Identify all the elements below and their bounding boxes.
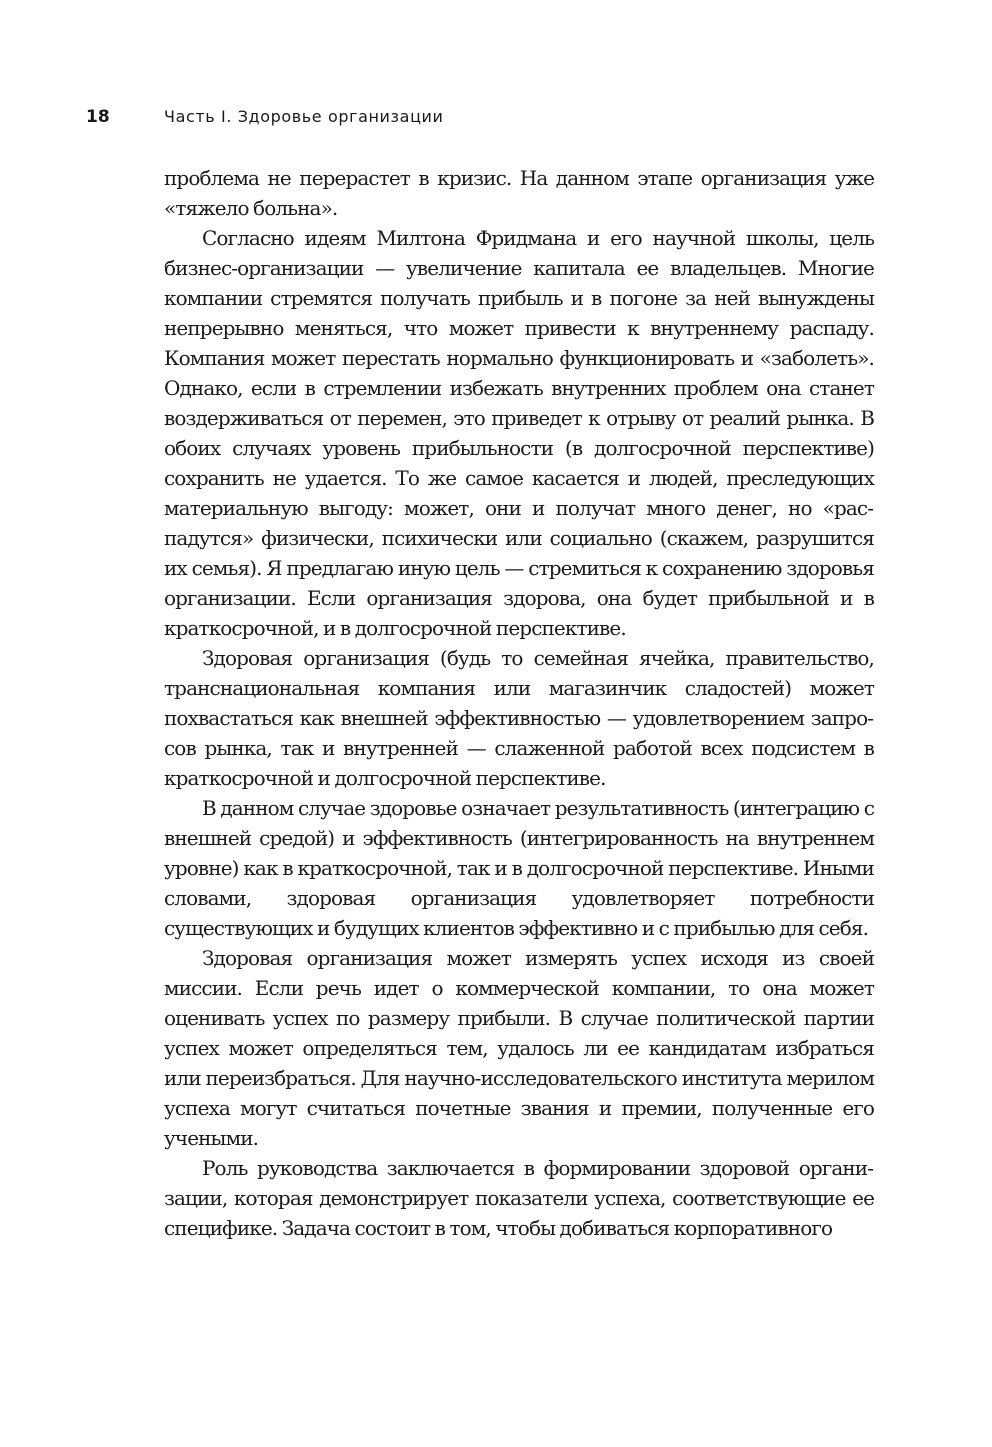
running-head: Часть I. Здоровье организации	[164, 107, 444, 126]
page-header	[86, 104, 886, 130]
paragraph: Согласно идеям Милтона Фридмана и его научной школы, цель бизнес-организации — увеличение капитала ее владельцев. Многие компании стремятся получать прибыль и в погоне за ней вынуждены непрерывно меняться, что может привести к внутреннему распаду. Компания может перестать нормально функционировать и «заболеть». Однако, если в стремлении избежать внутренних проблем она станет воздерживаться от перемен, это приведет к отрыву от реалий рынка. В обоих случаях уровень прибыльности (в долгосрочной перспективе) сохранить не удается. То же самое касается и людей, преследующих материальную выгоду: может, они и получат много денег, но «распадутся» физически, психически или социально (скажем, разрушится их семья). Я предлагаю иную цель — стремиться к сохранению здоровья организации. Если организация здорова, она будет прибыльной и в краткосрочной, и в долгосрочной перспективе.	[164, 226, 874, 640]
body-text	[164, 163, 874, 1243]
paragraph: Роль руководства заключается в формировании здоровой организации, которая демонстрирует показатели успеха, соответствующие ее специфике. Задача состоит в том, чтобы добиваться корпоративного	[164, 1156, 874, 1240]
paragraph: В данном случае здоровье означает результативность (интеграцию с внешней средой) и эффективность (интегрированность на внутреннем уровне) как в краткосрочной, так и в долгосрочной перспективе. Иными словами, здоровая организация удовлетворяет потребности существующих и будущих клиентов эффективно и с прибылью для себя.	[164, 796, 874, 940]
paragraph: Здоровая организация может измерять успех исходя из своей миссии. Если речь идет о коммерческой компании, то она может оценивать успех по размеру прибыли. В случае политической партии успех может определяться тем, удалось ли ее кандидатам избраться или переизбраться. Для научно-исследовательского института мерилом успеха могут считаться почетные звания и премии, полученные его учеными.	[164, 946, 874, 1150]
paragraph: Здоровая организация (будь то семейная ячейка, правительство, транснациональная компания или магазинчик сладостей) может похвастаться как внешней эффективностью — удовлетворением запросов рынка, так и внутренней — слаженной работой всех подсистем в краткосрочной и долгосрочной перспективе.	[164, 646, 874, 790]
paragraph-continuation: проблема не перерастет в кризис. На данном этапе организация уже «тяжело больна».	[164, 166, 874, 220]
page-number: 18	[86, 107, 110, 127]
